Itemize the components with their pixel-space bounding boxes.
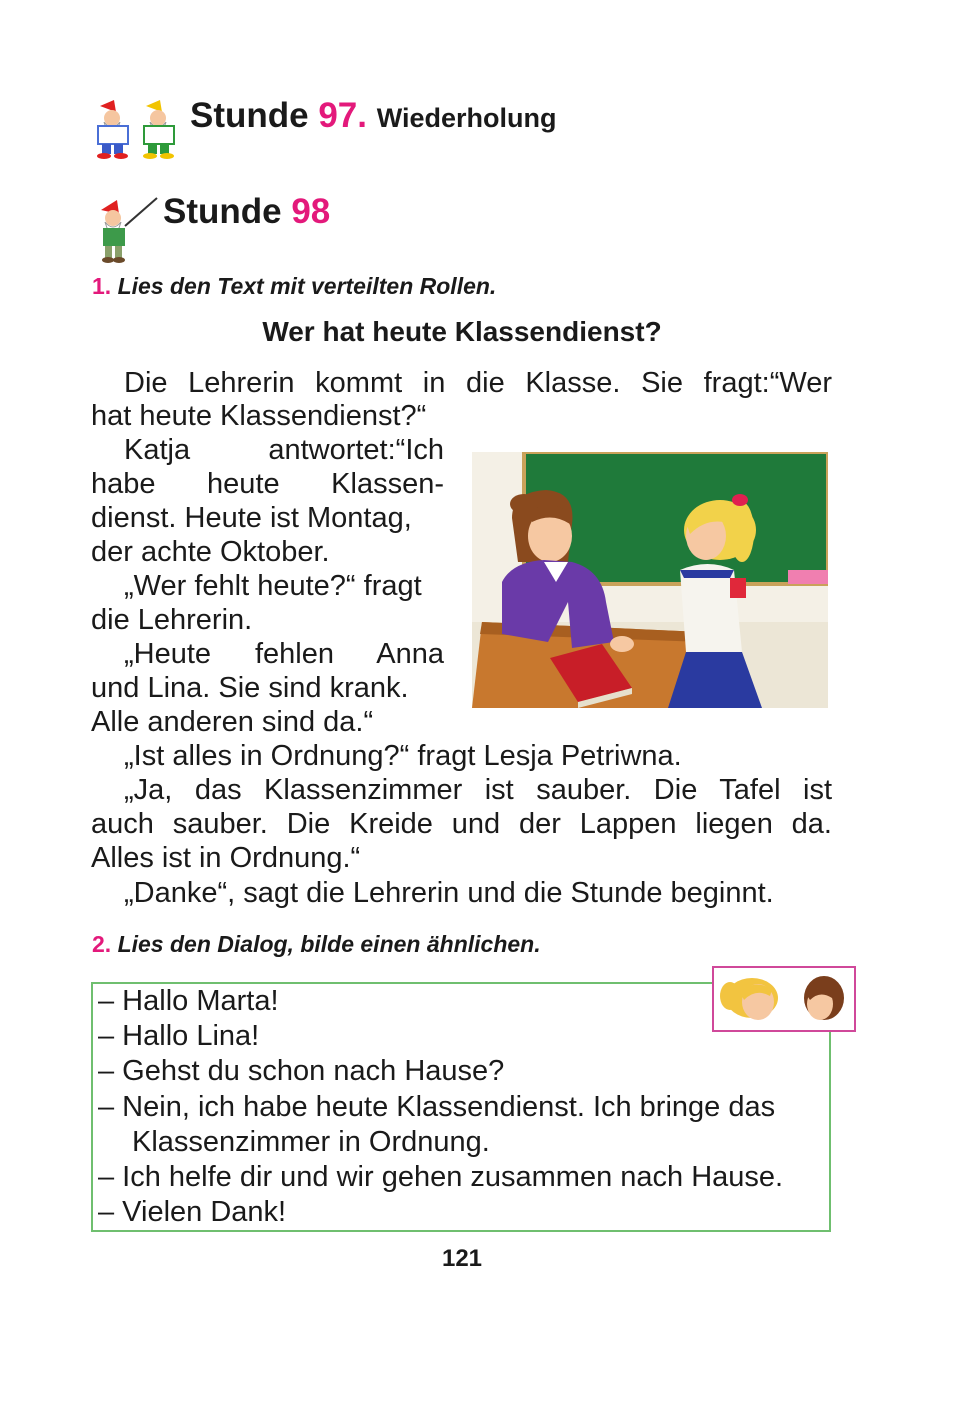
story-line: Alles ist in Ordnung.“ (91, 842, 361, 874)
story-line: und Lina. Sie sind krank. (91, 672, 409, 704)
story-line: Katja antwortet:“Ich (124, 434, 444, 466)
task-1-instruction (92, 273, 496, 300)
dialog-line: – Nein, ich habe heute Klassendienst. Ich bringe das (98, 1091, 776, 1123)
page-number: 121 (441, 1245, 483, 1272)
dialog-line: Klassenzimmer in Ordnung. (132, 1126, 490, 1158)
story-line: „Wer fehlt heute?“ fragt (124, 570, 422, 602)
story-line: „Ist alles in Ordnung?“ fragt Lesja Petriwna. (124, 740, 682, 772)
dialog-line: – Hallo Marta! (98, 985, 279, 1017)
story-line: Die Lehrerin kommt in die Klasse. Sie fragt:“Wer (124, 367, 832, 399)
task-text: Lies den Dialog, bilde einen ähnlichen. (117, 931, 541, 957)
lesson-97-heading (190, 96, 556, 136)
story-line: die Lehrerin. (91, 604, 253, 636)
lesson-number: 97. (318, 96, 367, 135)
lesson-word: Stunde (190, 96, 309, 135)
dialog-line: – Hallo Lina! (98, 1020, 260, 1052)
story-line: „Danke“, sagt die Lehrerin und die Stunde beginnt. (124, 877, 774, 909)
lesson-word: Stunde (163, 192, 282, 231)
story-line: hat heute Klassendienst?“ (91, 400, 427, 432)
story-line: „Ja, das Klassenzimmer ist sauber. Die Tafel ist (124, 774, 832, 806)
lesson-subtitle: Wiederholung (376, 103, 557, 133)
dialog-line: – Vielen Dank! (98, 1196, 287, 1228)
story-line: auch sauber. Die Kreide und der Lappen liegen da. (91, 808, 832, 840)
task-number: 2. (92, 931, 112, 957)
gnome-teacher-icon (95, 196, 161, 266)
story-line: der achte Oktober. (91, 536, 330, 568)
story-title: Wer hat heute Klassendienst? (262, 316, 662, 347)
dialog-line: – Gehst du schon nach Hause? (98, 1055, 505, 1087)
task-text: Lies den Text mit verteilten Rollen. (117, 273, 497, 299)
gnomes-reading-icon (92, 98, 188, 160)
dialog-line: – Ich helfe dir und wir gehen zusammen nach Hause. (98, 1161, 784, 1193)
task-2-instruction (92, 931, 541, 958)
classroom-illustration (472, 452, 828, 708)
girls-faces-icon (712, 966, 856, 1032)
lesson-number: 98 (291, 192, 331, 231)
task-number: 1. (92, 273, 112, 299)
story-line: „Heute fehlen Anna (124, 638, 444, 670)
story-line: Alle anderen sind da.“ (91, 706, 374, 738)
lesson-98-heading (163, 192, 330, 232)
story-line: habe heute Klassen- (91, 468, 444, 500)
story-line: dienst. Heute ist Montag, (91, 502, 412, 534)
